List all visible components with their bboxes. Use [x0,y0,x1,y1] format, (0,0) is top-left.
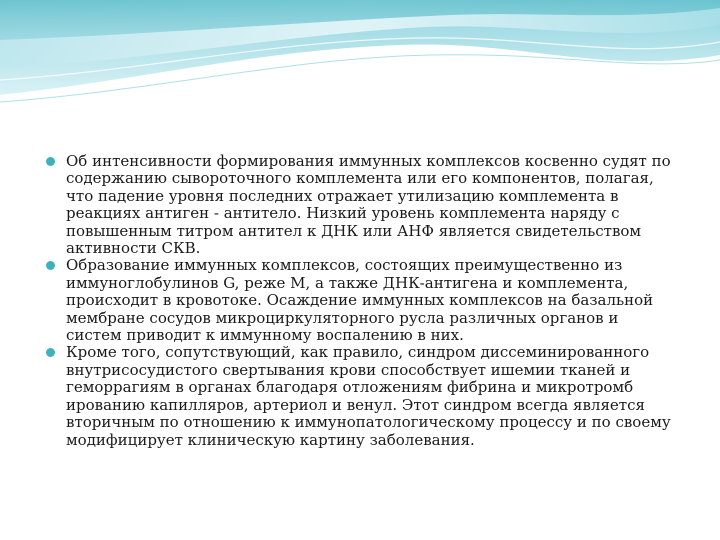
bullet-dot-icon [46,261,55,270]
bullet-item-immune-complex-assessment [44,153,676,257]
bullet-dot-icon [46,348,55,357]
bullet-item-immune-complex-formation [44,257,676,344]
bullet-item-dic-syndrome [44,344,676,448]
header-wave-decoration [0,0,720,140]
bullet-text: Образование иммунных комплексов, состоящих преимущественно из иммуноглобулинов G, реже М, а также ДНК-антигена и комплемента, происходит в кровотоке. Осаждение иммунных комплексов на базальной мембране сосудов микроциркуляторного русла различных органов и систем приводит к иммунному воспалению в них. [66,256,654,345]
bullet-text: Об интенсивности формирования иммунных комплексов косвенно судят по содержанию сывороточного комплемента или его компонентов, полагая, что падение уровня последних отражает утилизацию комплемента в реакциях антиген - антитело. Низкий уровень комплемента наряду с повышенным титром антител к ДНК или АНФ является свидетельством активности СКВ. [66,152,671,258]
bullet-text: Кроме того, сопутствующий, как правило, синдром диссеминированного внутрисосудистого свертывания крови способствует ишемии тканей и геморрагиям в органах благодаря отложениям фибрина и микротромб ированию капилляров, артериол и венул. Этот синдром всегда является вторичным по отношению к иммунопатологическому процессу и по своему модифицирует клиническую картину заболевания. [66,343,671,449]
bullet-dot-icon [46,157,55,166]
slide-content [44,153,676,449]
bullet-list [44,153,676,449]
